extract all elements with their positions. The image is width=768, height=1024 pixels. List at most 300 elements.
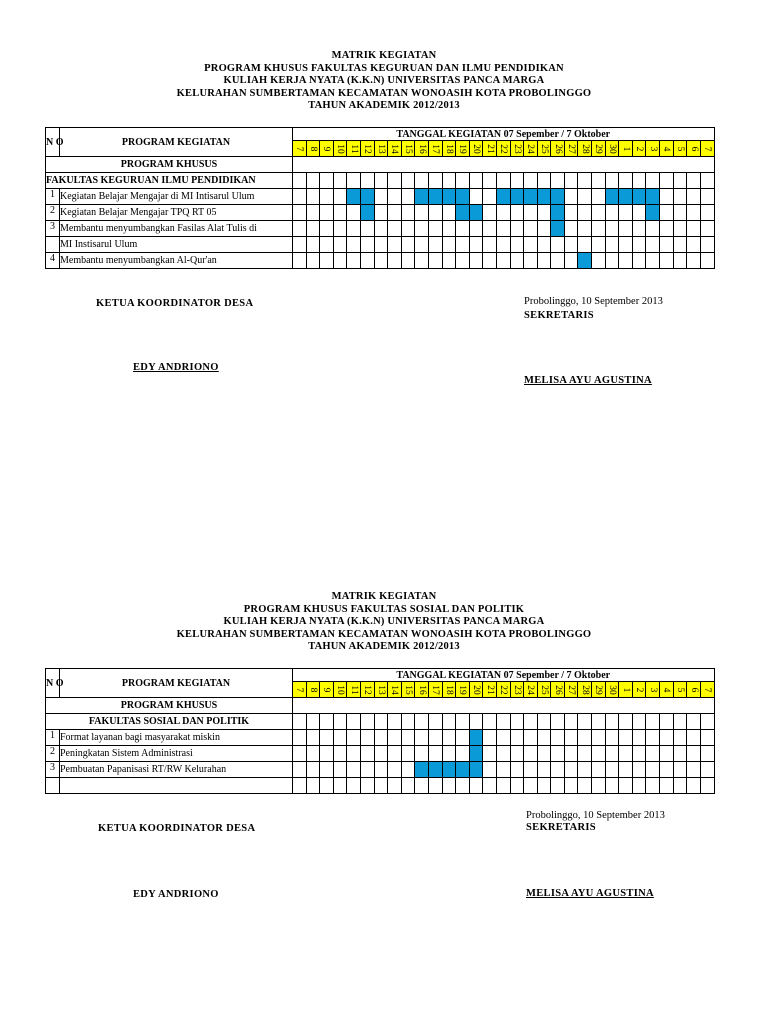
day-cell bbox=[632, 141, 646, 157]
schedule-cell bbox=[510, 237, 524, 253]
schedule-cell bbox=[374, 762, 388, 778]
schedule-cell bbox=[333, 746, 347, 762]
day-cell bbox=[592, 141, 606, 157]
schedule-cell bbox=[592, 778, 606, 794]
schedule-cell bbox=[401, 221, 415, 237]
schedule-cell bbox=[537, 746, 551, 762]
scheduled-cell bbox=[605, 189, 619, 205]
schedule-cell bbox=[510, 778, 524, 794]
schedule-cell bbox=[605, 221, 619, 237]
schedule-cell bbox=[442, 730, 456, 746]
row-number bbox=[46, 778, 60, 794]
schedule-cell bbox=[428, 221, 442, 237]
schedule-cell bbox=[388, 746, 402, 762]
row-number: 2 bbox=[46, 746, 60, 762]
row-number: 4 bbox=[46, 253, 60, 269]
schedule-cell bbox=[496, 173, 510, 189]
schedule-cell bbox=[347, 205, 361, 221]
schedule-cell bbox=[578, 730, 592, 746]
day-label: 14 bbox=[389, 143, 400, 154]
schedule-cell bbox=[456, 253, 470, 269]
schedule-cell bbox=[537, 205, 551, 221]
schedule-cell bbox=[293, 189, 307, 205]
schedule-cell bbox=[687, 730, 701, 746]
schedule-cell bbox=[605, 730, 619, 746]
schedule-cell bbox=[306, 205, 320, 221]
schedule-cell bbox=[320, 253, 334, 269]
no-column-header: N O bbox=[46, 128, 60, 157]
schedule-cell bbox=[564, 221, 578, 237]
day-cell bbox=[306, 682, 320, 698]
day-label: 13 bbox=[375, 684, 386, 695]
row-number: 2 bbox=[46, 205, 60, 221]
schedule-cell bbox=[333, 730, 347, 746]
day-label: 19 bbox=[457, 143, 468, 154]
day-cell bbox=[401, 141, 415, 157]
day-label: 15 bbox=[403, 684, 414, 695]
schedule-cell bbox=[456, 714, 470, 730]
day-cell bbox=[442, 141, 456, 157]
schedule-cell bbox=[469, 714, 483, 730]
schedule-cell bbox=[632, 730, 646, 746]
activity-name: Kegiatan Belajar Mengajar di MI Intisarul Ulum bbox=[60, 189, 293, 205]
schedule-cell bbox=[483, 189, 497, 205]
schedule-cell bbox=[564, 762, 578, 778]
day-label: 4 bbox=[661, 687, 672, 692]
schedule-cell bbox=[564, 253, 578, 269]
program-khusus-row bbox=[46, 157, 715, 173]
schedule-cell bbox=[469, 237, 483, 253]
schedule-cell bbox=[619, 778, 633, 794]
schedule-cell bbox=[524, 778, 538, 794]
schedule-cell bbox=[673, 730, 687, 746]
schedule-cell bbox=[401, 237, 415, 253]
table-row bbox=[46, 730, 715, 746]
schedule-cell bbox=[592, 730, 606, 746]
schedule-cell bbox=[442, 173, 456, 189]
schedule-cell bbox=[415, 746, 429, 762]
schedule-cell bbox=[483, 714, 497, 730]
schedule-cell bbox=[333, 173, 347, 189]
program-khusus-label: PROGRAM KHUSUS bbox=[46, 698, 293, 714]
schedule-cell bbox=[578, 762, 592, 778]
schedule-cell bbox=[551, 237, 565, 253]
row-number: 1 bbox=[46, 730, 60, 746]
schedule-cell bbox=[401, 714, 415, 730]
schedule-cell bbox=[483, 762, 497, 778]
schedule-cell bbox=[578, 189, 592, 205]
day-cell bbox=[619, 141, 633, 157]
day-cell bbox=[428, 141, 442, 157]
schedule-cell bbox=[673, 778, 687, 794]
day-label: 18 bbox=[443, 143, 454, 154]
header-line: TAHUN AKADEMIK 2012/2013 bbox=[308, 100, 460, 112]
schedule-cell bbox=[306, 189, 320, 205]
header-line: KELURAHAN SUMBERTAMAN KECAMATAN WONOASIH KOTA PROBOLINGGO bbox=[176, 87, 592, 99]
schedule-cell bbox=[428, 714, 442, 730]
schedule-cell bbox=[388, 253, 402, 269]
schedule-cell bbox=[605, 746, 619, 762]
schedule-cell bbox=[442, 205, 456, 221]
day-cell bbox=[537, 141, 551, 157]
schedule-cell bbox=[687, 173, 701, 189]
schedule-cell bbox=[578, 746, 592, 762]
row-number: 3 bbox=[46, 221, 60, 237]
schedule-cell bbox=[632, 746, 646, 762]
schedule-cell bbox=[360, 762, 374, 778]
schedule-cell bbox=[673, 205, 687, 221]
schedule-cell bbox=[524, 173, 538, 189]
schedule-cell bbox=[388, 762, 402, 778]
schedule-cell bbox=[551, 173, 565, 189]
schedule-cell bbox=[632, 221, 646, 237]
schedule-cell bbox=[469, 253, 483, 269]
schedule-cell bbox=[388, 221, 402, 237]
schedule-cell bbox=[347, 730, 361, 746]
schedule-cell bbox=[646, 173, 660, 189]
schedule-cell bbox=[496, 253, 510, 269]
schedule-cell bbox=[660, 714, 674, 730]
schedule-cell bbox=[619, 730, 633, 746]
schedule-cell bbox=[510, 714, 524, 730]
day-cell bbox=[578, 682, 592, 698]
row-number: 1 bbox=[46, 189, 60, 205]
row-number: 3 bbox=[46, 762, 60, 778]
schedule-cell bbox=[388, 730, 402, 746]
day-cell bbox=[592, 682, 606, 698]
day-cell bbox=[646, 682, 660, 698]
day-cell bbox=[401, 682, 415, 698]
faculty-label: FAKULTAS SOSIAL DAN POLITIK bbox=[46, 714, 293, 730]
schedule-cell bbox=[687, 253, 701, 269]
schedule-cell bbox=[660, 762, 674, 778]
schedule-cell bbox=[646, 253, 660, 269]
schedule-cell bbox=[374, 205, 388, 221]
day-cell bbox=[700, 141, 714, 157]
day-label: 10 bbox=[335, 143, 346, 154]
schedule-cell bbox=[687, 205, 701, 221]
schedule-cell bbox=[360, 221, 374, 237]
place-date: Probolinggo, 10 September 2013 bbox=[524, 296, 663, 307]
day-label: 26 bbox=[552, 684, 563, 695]
schedule-cell bbox=[578, 778, 592, 794]
scheduled-cell bbox=[551, 221, 565, 237]
day-label: 26 bbox=[552, 143, 563, 154]
schedule-cell bbox=[428, 173, 442, 189]
schedule-cell bbox=[374, 730, 388, 746]
schedule-cell bbox=[537, 778, 551, 794]
day-cell bbox=[388, 682, 402, 698]
schedule-cell bbox=[483, 730, 497, 746]
header-line: PROGRAM KHUSUS FAKULTAS SOSIAL DAN POLITIK bbox=[243, 603, 525, 615]
schedule-cell bbox=[700, 730, 714, 746]
schedule-cell bbox=[564, 778, 578, 794]
day-cell bbox=[605, 141, 619, 157]
day-cell bbox=[388, 141, 402, 157]
day-label: 9 bbox=[321, 687, 332, 692]
schedule-cell bbox=[401, 730, 415, 746]
schedule-cell bbox=[700, 221, 714, 237]
day-cell bbox=[687, 682, 701, 698]
day-label: 23 bbox=[511, 684, 522, 695]
day-cell bbox=[374, 141, 388, 157]
day-cell bbox=[632, 682, 646, 698]
schedule-cell bbox=[687, 746, 701, 762]
activity-matrix-table bbox=[45, 127, 715, 269]
schedule-cell bbox=[347, 173, 361, 189]
schedule-cell bbox=[306, 221, 320, 237]
schedule-cell bbox=[660, 221, 674, 237]
day-label: 24 bbox=[525, 143, 536, 154]
schedule-cell bbox=[537, 173, 551, 189]
secretary-name: MELISA AYU AGUSTINA bbox=[524, 375, 652, 386]
schedule-cell bbox=[483, 221, 497, 237]
schedule-cell bbox=[496, 762, 510, 778]
header-line: TAHUN AKADEMIK 2012/2013 bbox=[308, 641, 460, 653]
secretary-name: MELISA AYU AGUSTINA bbox=[526, 888, 654, 899]
day-label: 16 bbox=[416, 684, 427, 695]
day-cell bbox=[293, 141, 307, 157]
schedule-cell bbox=[306, 237, 320, 253]
blank-cell bbox=[293, 157, 715, 173]
schedule-cell bbox=[673, 714, 687, 730]
schedule-cell bbox=[632, 253, 646, 269]
schedule-cell bbox=[524, 730, 538, 746]
schedule-cell bbox=[483, 746, 497, 762]
schedule-cell bbox=[578, 221, 592, 237]
schedule-cell bbox=[306, 746, 320, 762]
day-label: 4 bbox=[661, 146, 672, 151]
schedule-cell bbox=[578, 237, 592, 253]
scheduled-cell bbox=[442, 189, 456, 205]
activity-name: Pembuatan Papanisasi RT/RW Kelurahan bbox=[60, 762, 293, 778]
schedule-cell bbox=[564, 189, 578, 205]
day-label: 25 bbox=[538, 684, 549, 695]
schedule-cell bbox=[660, 746, 674, 762]
schedule-cell bbox=[415, 173, 429, 189]
day-cell bbox=[673, 141, 687, 157]
schedule-cell bbox=[619, 762, 633, 778]
day-label: 16 bbox=[416, 143, 427, 154]
schedule-cell bbox=[673, 746, 687, 762]
scheduled-cell bbox=[578, 253, 592, 269]
schedule-cell bbox=[619, 253, 633, 269]
schedule-cell bbox=[646, 746, 660, 762]
schedule-cell bbox=[551, 746, 565, 762]
activity-name: Membantu menyumbangkan Al-Qur'an bbox=[60, 253, 293, 269]
schedule-cell bbox=[401, 173, 415, 189]
day-cell bbox=[333, 682, 347, 698]
schedule-cell bbox=[401, 778, 415, 794]
day-label: 12 bbox=[362, 143, 373, 154]
schedule-cell bbox=[456, 221, 470, 237]
schedule-cell bbox=[592, 173, 606, 189]
table-row bbox=[46, 253, 715, 269]
table-row bbox=[46, 778, 715, 794]
scheduled-cell bbox=[646, 189, 660, 205]
activity-name: Kegiatan Belajar Mengajar TPQ RT 05 bbox=[60, 205, 293, 221]
schedule-cell bbox=[524, 205, 538, 221]
schedule-cell bbox=[428, 778, 442, 794]
schedule-cell bbox=[483, 778, 497, 794]
schedule-cell bbox=[660, 189, 674, 205]
day-label: 30 bbox=[606, 143, 617, 154]
schedule-cell bbox=[551, 730, 565, 746]
schedule-cell bbox=[483, 253, 497, 269]
scheduled-cell bbox=[415, 762, 429, 778]
schedule-cell bbox=[673, 762, 687, 778]
schedule-cell bbox=[442, 237, 456, 253]
schedule-cell bbox=[401, 746, 415, 762]
schedule-cell bbox=[537, 253, 551, 269]
activity-name: MI Instisarul Ulum bbox=[60, 237, 293, 253]
day-label: 8 bbox=[307, 146, 318, 151]
schedule-cell bbox=[700, 237, 714, 253]
schedule-cell bbox=[347, 221, 361, 237]
schedule-cell bbox=[401, 189, 415, 205]
day-label: 28 bbox=[579, 143, 590, 154]
schedule-cell bbox=[456, 746, 470, 762]
schedule-cell bbox=[388, 714, 402, 730]
schedule-cell bbox=[415, 778, 429, 794]
day-cell bbox=[293, 682, 307, 698]
program-khusus-row bbox=[46, 698, 715, 714]
header-line: KELURAHAN SUMBERTAMAN KECAMATAN WONOASIH KOTA PROBOLINGGO bbox=[176, 628, 592, 640]
scheduled-cell bbox=[619, 189, 633, 205]
program-column-header: PROGRAM KEGIATAN bbox=[60, 128, 293, 157]
schedule-cell bbox=[687, 237, 701, 253]
schedule-cell bbox=[592, 221, 606, 237]
day-label: 25 bbox=[538, 143, 549, 154]
schedule-cell bbox=[619, 746, 633, 762]
schedule-cell bbox=[347, 762, 361, 778]
day-label: 1 bbox=[620, 687, 631, 692]
schedule-cell bbox=[524, 221, 538, 237]
day-cell bbox=[360, 141, 374, 157]
schedule-cell bbox=[592, 746, 606, 762]
scheduled-cell bbox=[415, 189, 429, 205]
schedule-cell bbox=[687, 189, 701, 205]
scheduled-cell bbox=[469, 730, 483, 746]
date-range-header: TANGGAL KEGIATAN 07 Sepember / 7 Oktober bbox=[293, 128, 715, 141]
schedule-cell bbox=[605, 714, 619, 730]
day-cell bbox=[524, 682, 538, 698]
day-label: 19 bbox=[457, 684, 468, 695]
faculty-row bbox=[46, 714, 715, 730]
header-line: MATRIK KEGIATAN bbox=[331, 591, 437, 602]
day-cell bbox=[564, 682, 578, 698]
schedule-cell bbox=[347, 714, 361, 730]
schedule-cell bbox=[293, 253, 307, 269]
secretary-title: SEKRETARIS bbox=[524, 310, 594, 321]
day-label: 13 bbox=[375, 143, 386, 154]
schedule-cell bbox=[496, 714, 510, 730]
no-column-header: N O bbox=[46, 669, 60, 698]
day-cell bbox=[320, 141, 334, 157]
schedule-cell bbox=[306, 714, 320, 730]
activity-matrix-table bbox=[45, 668, 715, 794]
scheduled-cell bbox=[469, 746, 483, 762]
day-cell bbox=[578, 141, 592, 157]
schedule-cell bbox=[673, 253, 687, 269]
schedule-cell bbox=[306, 253, 320, 269]
day-label: 9 bbox=[321, 146, 332, 151]
day-cell bbox=[360, 682, 374, 698]
schedule-cell bbox=[456, 778, 470, 794]
schedule-cell bbox=[660, 730, 674, 746]
schedule-cell bbox=[401, 762, 415, 778]
schedule-cell bbox=[428, 746, 442, 762]
scheduled-cell bbox=[428, 189, 442, 205]
day-cell bbox=[687, 141, 701, 157]
day-cell bbox=[646, 141, 660, 157]
program-column-header: PROGRAM KEGIATAN bbox=[60, 669, 293, 698]
day-label: 7 bbox=[294, 146, 305, 151]
schedule-cell bbox=[401, 253, 415, 269]
schedule-cell bbox=[360, 730, 374, 746]
row-number bbox=[46, 237, 60, 253]
day-label: 20 bbox=[471, 684, 482, 695]
schedule-cell bbox=[333, 189, 347, 205]
day-cell bbox=[483, 141, 497, 157]
coordinator-title: KETUA KOORDINATOR DESA bbox=[96, 298, 254, 309]
faculty-label: FAKULTAS KEGURUAN ILMU PENDIDIKAN bbox=[46, 173, 293, 189]
schedule-cell bbox=[673, 221, 687, 237]
schedule-cell bbox=[374, 237, 388, 253]
scheduled-cell bbox=[360, 189, 374, 205]
schedule-cell bbox=[360, 714, 374, 730]
schedule-cell bbox=[415, 253, 429, 269]
schedule-cell bbox=[524, 253, 538, 269]
day-cell bbox=[306, 141, 320, 157]
schedule-cell bbox=[687, 714, 701, 730]
schedule-cell bbox=[456, 730, 470, 746]
schedule-cell bbox=[537, 237, 551, 253]
scheduled-cell bbox=[456, 189, 470, 205]
day-label: 7 bbox=[702, 146, 713, 151]
schedule-cell bbox=[496, 730, 510, 746]
schedule-cell bbox=[673, 173, 687, 189]
schedule-cell bbox=[537, 714, 551, 730]
schedule-cell bbox=[646, 237, 660, 253]
schedule-cell bbox=[660, 237, 674, 253]
schedule-cell bbox=[646, 730, 660, 746]
coordinator-title: KETUA KOORDINATOR DESA bbox=[98, 823, 256, 834]
schedule-cell bbox=[496, 205, 510, 221]
schedule-cell bbox=[374, 746, 388, 762]
schedule-cell bbox=[483, 205, 497, 221]
schedule-cell bbox=[605, 778, 619, 794]
schedule-cell bbox=[632, 778, 646, 794]
schedule-cell bbox=[469, 778, 483, 794]
schedule-cell bbox=[592, 253, 606, 269]
schedule-cell bbox=[551, 762, 565, 778]
schedule-cell bbox=[537, 221, 551, 237]
schedule-cell bbox=[320, 237, 334, 253]
schedule-cell bbox=[347, 253, 361, 269]
day-cell bbox=[415, 682, 429, 698]
faculty-row bbox=[46, 173, 715, 189]
schedule-cell bbox=[496, 237, 510, 253]
schedule-cell bbox=[592, 762, 606, 778]
schedule-cell bbox=[660, 778, 674, 794]
day-cell bbox=[347, 682, 361, 698]
schedule-cell bbox=[496, 778, 510, 794]
day-label: 3 bbox=[647, 687, 658, 692]
day-label: 11 bbox=[348, 684, 359, 695]
schedule-cell bbox=[401, 205, 415, 221]
day-cell bbox=[700, 682, 714, 698]
